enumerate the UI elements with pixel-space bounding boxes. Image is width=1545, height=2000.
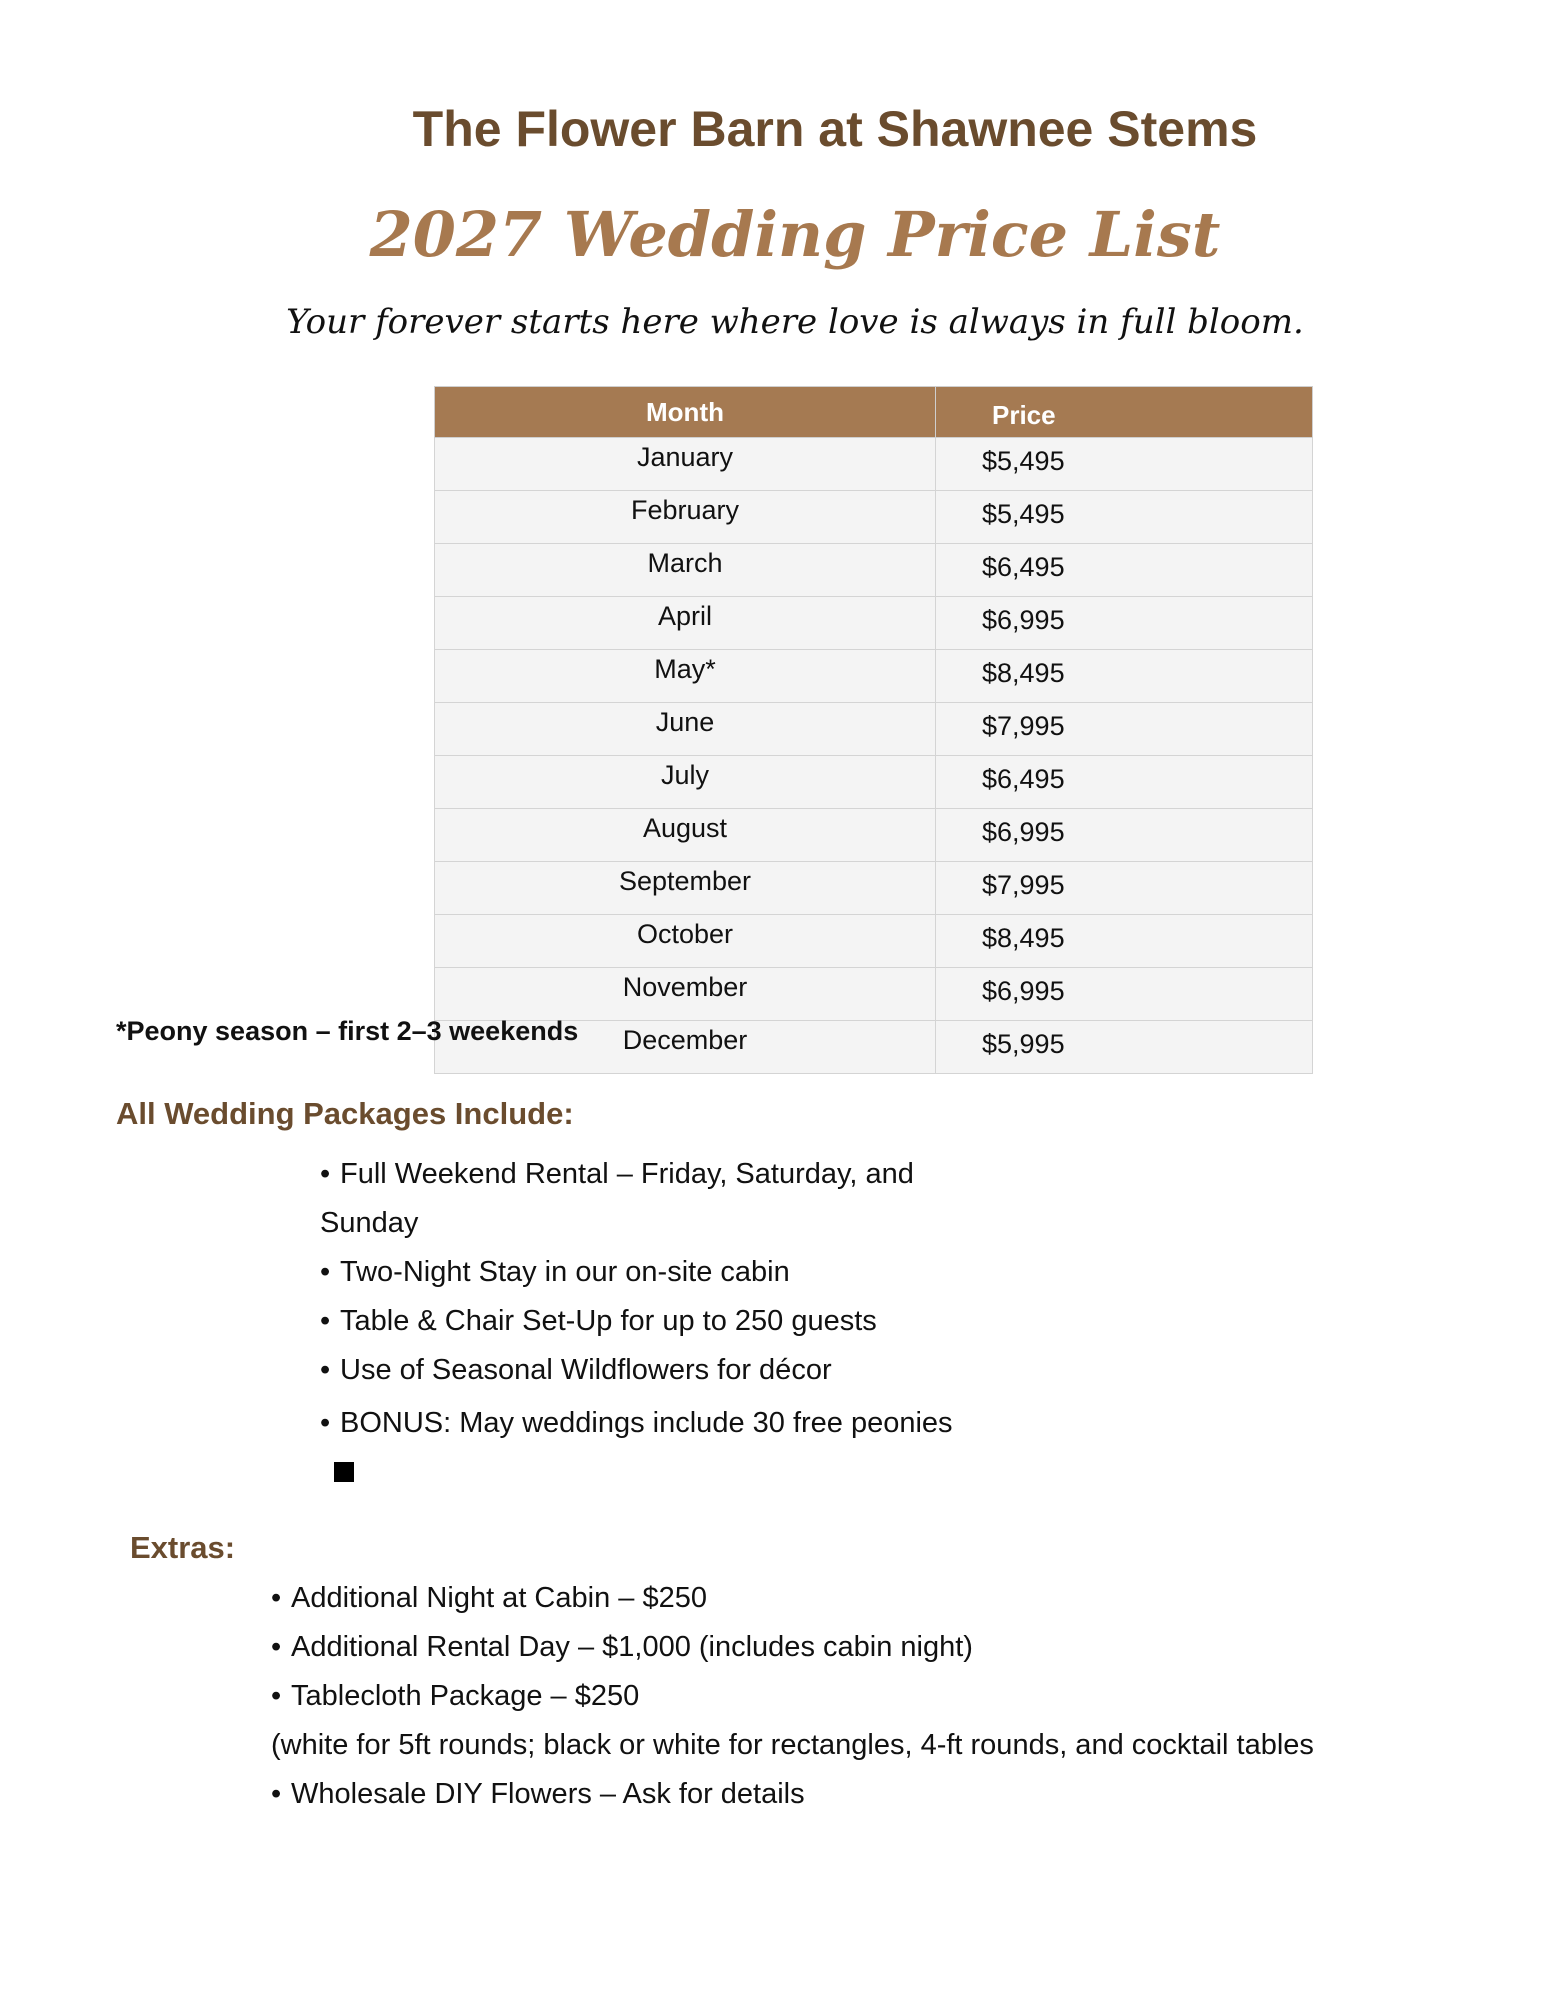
list-item [271,1770,1471,1819]
month-cell: November [435,968,936,1021]
peony-season-note: *Peony season – first 2–3 weekends [116,1016,579,1046]
price-cell: $6,495 [936,544,1313,597]
table-row [435,544,1313,597]
bullet-icon: • [320,1354,331,1386]
month-cell: September [435,862,936,915]
list-item [271,1574,1471,1623]
month-cell: February [435,491,936,544]
bullet-icon: • [271,1582,282,1614]
list-item [320,1346,970,1395]
table-row [435,650,1313,703]
table-row [435,597,1313,650]
square-icon [334,1462,354,1482]
month-cell: August [435,809,936,862]
table-row [435,491,1313,544]
table-row [435,915,1313,968]
bullet-icon: • [320,1158,331,1190]
list-item [271,1623,1471,1672]
price-cell: $7,995 [936,862,1313,915]
month-cell: October [435,915,936,968]
list-item-text: BONUS: May weddings include 30 free peonies [340,1407,953,1439]
list-item [320,1150,970,1248]
list-item-text: Two-Night Stay in our on-site cabin [340,1256,790,1288]
page-title: The Flower Barn at Shawnee Stems [412,101,1258,157]
includes-heading: All Wedding Packages Include: [116,1096,574,1131]
bullet-icon: • [271,1778,282,1810]
price-cell: $6,495 [936,756,1313,809]
list-item [320,1399,970,1497]
list-item-text: Additional Rental Day – $1,000 (includes cabin night) [291,1631,973,1663]
table-header-row [435,387,1313,438]
month-cell: March [435,544,936,597]
price-cell: $5,495 [936,438,1313,491]
bullet-icon: • [320,1407,331,1439]
table-row [435,703,1313,756]
list-item-text: Tablecloth Package – $250 [291,1680,640,1712]
table-row [435,756,1313,809]
list-item-text: Additional Night at Cabin – $250 [291,1582,707,1614]
price-cell: $8,495 [936,915,1313,968]
month-cell: June [435,703,936,756]
column-header-price: Price [936,387,1313,438]
table-row [435,968,1313,1021]
includes-list [320,1150,970,1497]
price-table [434,386,1313,1074]
price-cell: $6,995 [936,809,1313,862]
list-item [320,1297,970,1346]
extras-list [271,1574,1471,1819]
list-item-text: Wholesale DIY Flowers – Ask for details [291,1778,805,1810]
bullet-icon: • [271,1680,282,1712]
price-cell: $8,495 [936,650,1313,703]
table-row [435,438,1313,491]
list-item [271,1672,1471,1721]
table-row [435,862,1313,915]
price-cell: $5,495 [936,491,1313,544]
list-item [271,1721,1471,1770]
bullet-icon: • [320,1305,331,1337]
month-cell: July [435,756,936,809]
list-item-text: Full Weekend Rental – Friday, Saturday, and Sunday [320,1158,914,1239]
price-cell: $7,995 [936,703,1313,756]
list-item-text: Table & Chair Set-Up for up to 250 guests [340,1305,877,1337]
extras-heading: Extras: [130,1530,236,1565]
table-row [435,809,1313,862]
price-cell: $6,995 [936,597,1313,650]
list-item-text: (white for 5ft rounds; black or white for rectangles, 4-ft rounds, and cocktail tables [271,1729,1314,1761]
list-item [320,1248,970,1297]
price-cell: $6,995 [936,968,1313,1021]
bullet-icon: • [320,1256,331,1288]
column-header-month: Month [435,387,936,438]
month-cell: April [435,597,936,650]
list-item-text: Use of Seasonal Wildflowers for décor [340,1354,832,1386]
month-cell: December [435,1021,936,1074]
price-list-subtitle: 2027 Wedding Price List [369,198,1221,271]
bullet-icon: • [271,1631,282,1663]
month-cell: January [435,438,936,491]
price-cell: $5,995 [936,1021,1313,1074]
tagline: Your forever starts here where love is always in full bloom. [286,302,1304,342]
month-cell: May* [435,650,936,703]
